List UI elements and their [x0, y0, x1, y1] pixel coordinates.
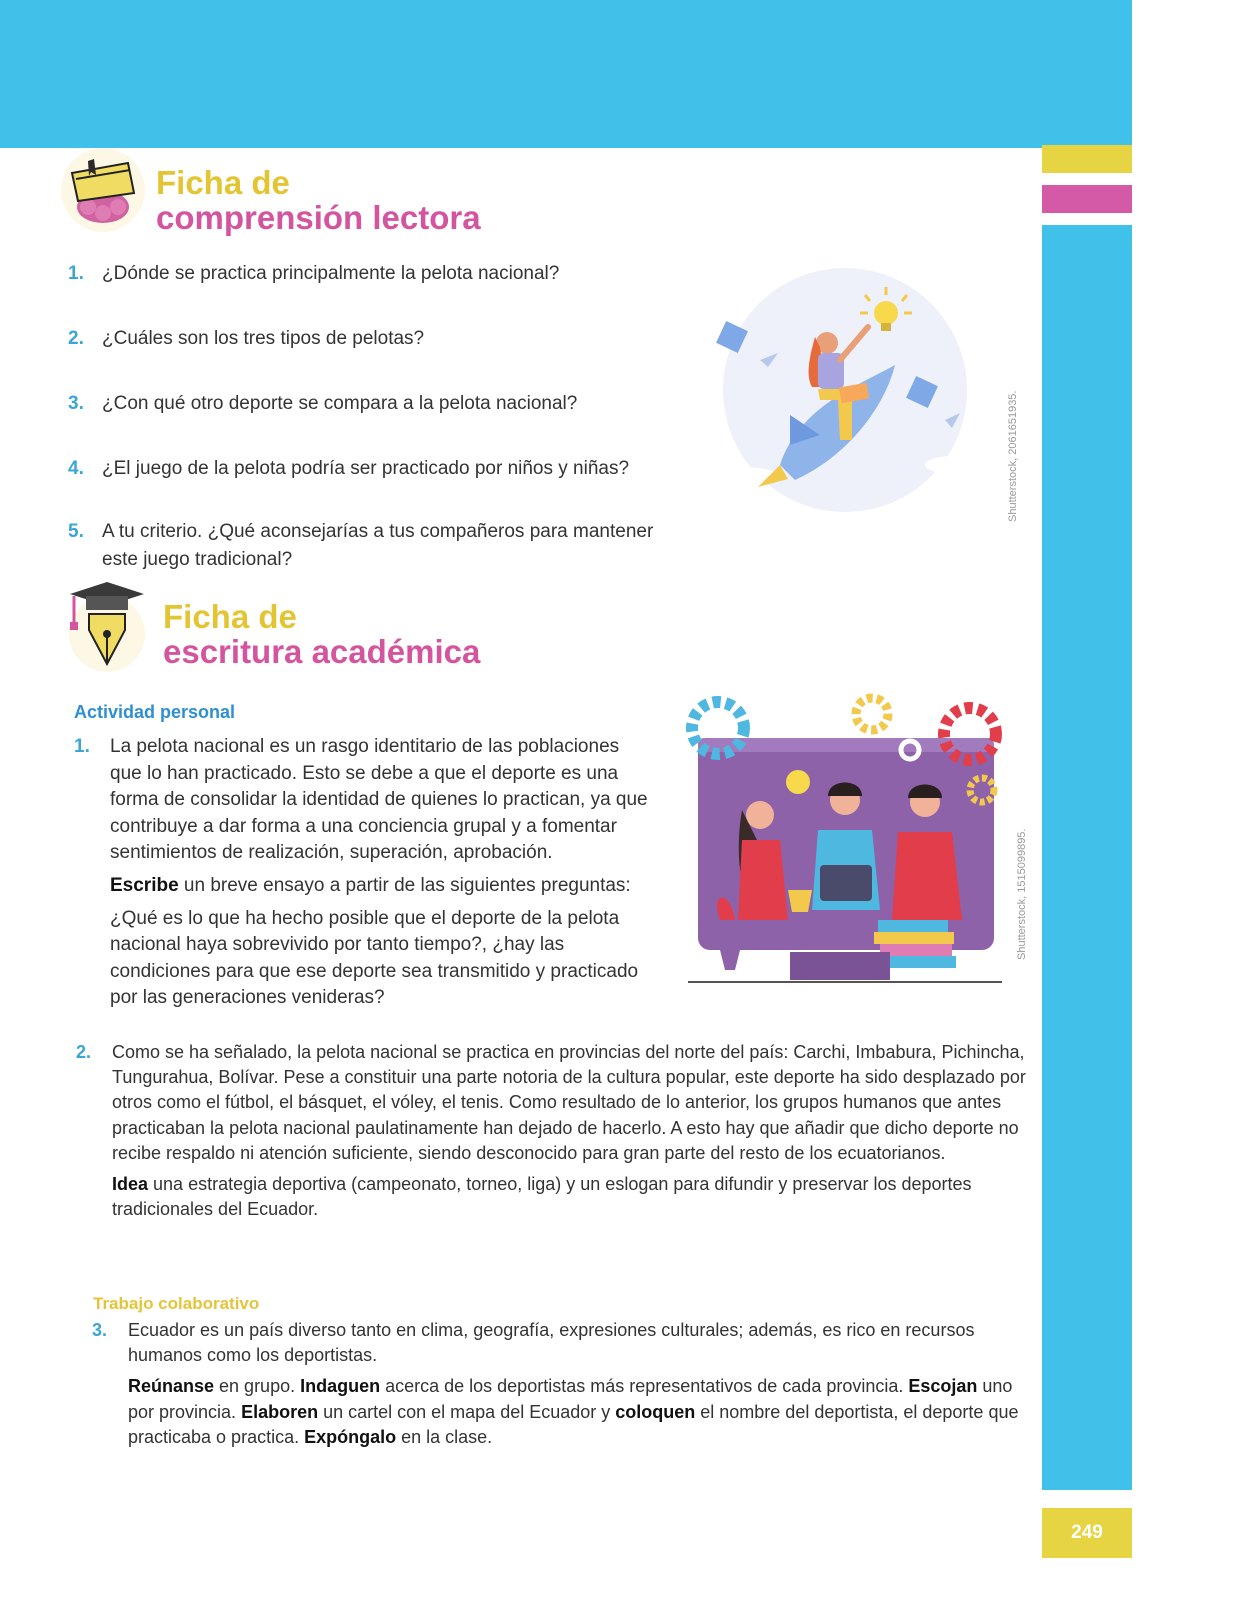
- page-number: 249: [1042, 1508, 1132, 1558]
- question-number: 5.: [68, 521, 84, 542]
- question-item: [68, 260, 559, 288]
- title-line2: escritura académica: [163, 632, 481, 670]
- instruction-text: un breve ensayo a partir de las siguientes preguntas:: [178, 874, 631, 896]
- question-item: [68, 518, 662, 573]
- question-text: ¿El juego de la pelota podría ser practicado por niños y niñas?: [102, 458, 630, 479]
- item-instruction: [110, 873, 654, 900]
- question-number: 2.: [68, 328, 84, 349]
- item-instruction: [128, 1374, 1022, 1450]
- side-band: [1042, 225, 1132, 1490]
- section-title-comprension: [156, 166, 481, 235]
- activity-item-3: [92, 1318, 1022, 1456]
- action-verb: Idea: [112, 1173, 149, 1194]
- instruction-text: en la clase.: [396, 1426, 493, 1447]
- image-credit: Shutterstock, 1515099895.: [1016, 828, 1028, 960]
- action-verb: Indaguen: [300, 1376, 381, 1397]
- title-line2: comprensión lectora: [156, 198, 481, 236]
- instruction-text: en grupo.: [214, 1376, 301, 1397]
- question-item: [68, 325, 424, 353]
- action-verb: Reúnanse: [128, 1376, 215, 1397]
- instruction-text: el nombre del deportista, el deporte que practicaba o practica.: [128, 1401, 1019, 1447]
- activity-item-2: [76, 1040, 1026, 1228]
- rocket-woman-illustration: [680, 265, 1000, 515]
- instruction-text: un cartel con el mapa del Ecuador y: [318, 1401, 616, 1422]
- question-item: [68, 455, 629, 483]
- item-questions: ¿Qué es lo que ha hecho posible que el deporte de la pelota nacional haya sobrevivido por tanto tiempo?, ¿hay las condiciones para que ese deporte sea transmitido y practicado por las generaciones venideras?: [110, 907, 639, 1009]
- book-brain-icon: [58, 145, 148, 235]
- question-text: ¿Dónde se practica principalmente la pelota nacional?: [102, 263, 560, 284]
- question-item: [68, 390, 577, 418]
- side-tab-magenta: [1042, 185, 1132, 213]
- title-line1: Ficha de: [163, 598, 297, 635]
- collab-label: Trabajo colaborativo: [93, 1294, 260, 1313]
- question-text: A tu criterio. ¿Qué aconsejarías a tus compañeros para mantener este juego tradicional?: [102, 521, 654, 570]
- item-number: 1.: [74, 736, 90, 757]
- instruction-text: uno por provincia.: [128, 1376, 1013, 1422]
- instruction-text: acerca de los deportistas más representativos de cada provincia.: [380, 1376, 909, 1397]
- instruction-text: una estrategia deportiva (campeonato, torneo, liga) y un eslogan para difundir y preservar los deportes tradicionales del Ecuador.: [112, 1173, 972, 1220]
- action-verb: Escribe: [110, 874, 179, 896]
- question-number: 3.: [68, 393, 84, 414]
- header-band: [0, 0, 1132, 148]
- section-title-escritura: [163, 600, 480, 669]
- item-paragraph: La pelota nacional es un rasgo identitario de las poblaciones que lo han practicado. Esto se debe a que el deporte es una forma de consolidar la identidad de quienes lo practican, ya que contribuye a dar forma a una conciencia grupal y a fomentar sentimientos de realización, superación, aprobación.: [110, 736, 648, 864]
- question-text: ¿Cuáles son los tres tipos de pelotas?: [102, 328, 425, 349]
- question-number: 1.: [68, 263, 84, 284]
- item-number: 3.: [92, 1320, 108, 1340]
- activity-item-1: [74, 734, 654, 1018]
- question-text: ¿Con qué otro deporte se compara a la pelota nacional?: [102, 393, 578, 414]
- action-verb: coloquen: [615, 1401, 696, 1422]
- question-number: 4.: [68, 458, 84, 479]
- action-verb: Elaboren: [241, 1401, 319, 1422]
- action-verb: Expóngalo: [304, 1426, 397, 1447]
- item-paragraph: Como se ha señalado, la pelota nacional se practica en provincias del norte del país: Carchi, Imbabura, Pichincha, Tungurahua, Bolívar. Pese a constituir una parte notoria de la cultura popular, este deporte ha sido desplazado por otros como el fútbol, el básquet, el vóley, el tenis. Como resultado de lo anterior, los grupos humanos que antes practicaban la pelota nacional paulatinamente han dejado de hacerlo. A esto hay que añadir que dicho deporte no recibe respaldo ni atención suficiente, siendo desconocido para gran parte del resto de los ecuatorianos.: [112, 1042, 1026, 1163]
- title-line1: Ficha de: [156, 164, 290, 201]
- item-instruction: [112, 1172, 1026, 1222]
- side-tab-yellow: [1042, 145, 1132, 173]
- graduation-pen-icon: [64, 578, 150, 674]
- action-verb: Escojan: [908, 1376, 978, 1397]
- teamwork-gears-illustration: [680, 690, 1010, 990]
- activity-label: Actividad personal: [74, 702, 236, 722]
- item-number: 2.: [76, 1042, 92, 1062]
- image-credit: Shutterstock, 2061651935.: [1007, 390, 1019, 522]
- item-paragraph: Ecuador es un país diverso tanto en clima, geografía, expresiones culturales; además, es rico en recursos humanos como los deportistas.: [128, 1320, 975, 1366]
